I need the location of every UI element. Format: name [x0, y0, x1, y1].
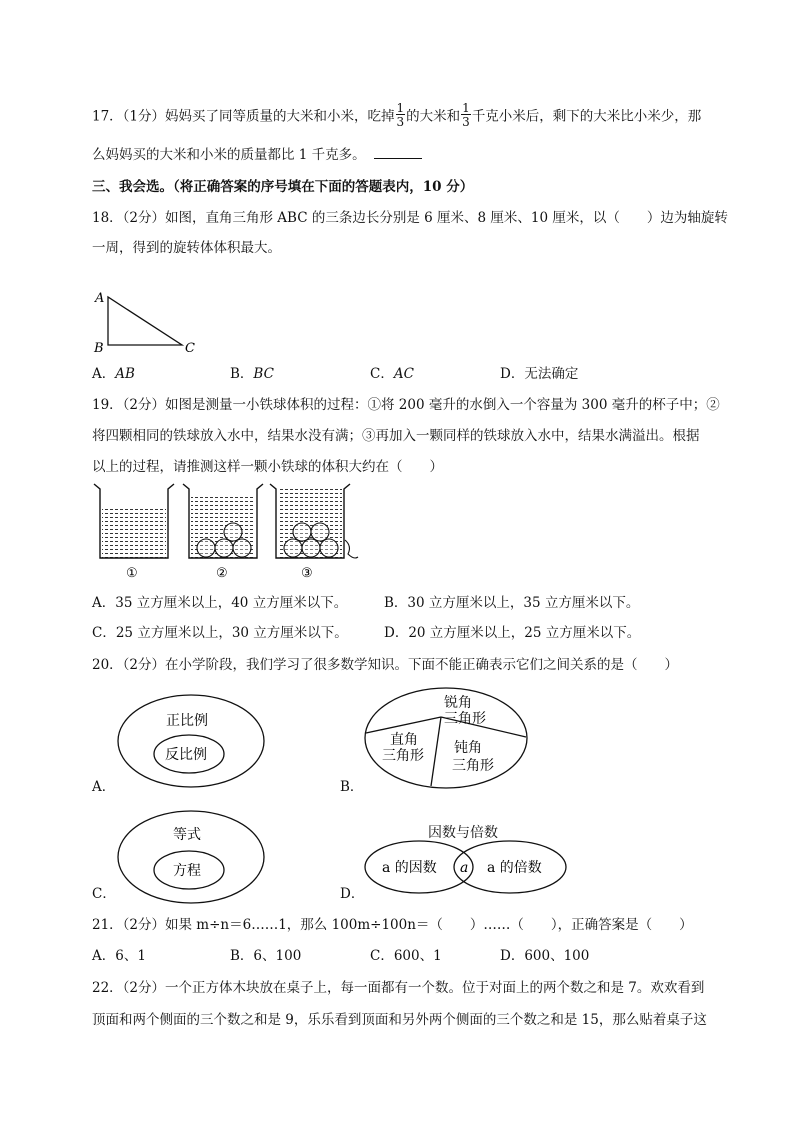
q17-number: 17．（1分） [92, 108, 166, 125]
cups-figure [90, 480, 370, 582]
cup-2-label: ② [216, 566, 228, 581]
q17-text-part2: 的大米和 [406, 108, 461, 125]
q19-line1: 19．（2分）如图是测量一小铁球体积的过程：①将 200 毫升的水倒入一个容量为 300 毫升的杯子中；② [92, 397, 720, 413]
obtuse-triangle-label-1: 钝角 [454, 740, 482, 756]
q19-line2: 将四颗相同的铁球放入水中，结果水没有满；③再加入一颗同样的铁球放入水中，结果水满溢出。根据 [92, 428, 700, 444]
q17-text-part3: 千克小米后，剩下的大米比小米少，那 [471, 108, 702, 125]
acute-triangle-label-2: 三角形 [444, 711, 486, 727]
factors-label: a 的因数 [382, 860, 437, 876]
factors-multiples-title: 因数与倍数 [428, 825, 498, 841]
q19-option-c[interactable]: C．25 立方厘米以上，30 立方厘米以下。 [92, 625, 348, 641]
obtuse-triangle-label-2: 三角形 [452, 758, 494, 774]
fraction-one-third: $\frac{1}{3}$ [462, 101, 470, 129]
q20-option-a[interactable]: A． [92, 779, 116, 795]
triangle-abc-figure [90, 288, 210, 358]
right-triangle-label-1: 直角 [390, 732, 418, 748]
q21-option-d[interactable]: D．600、100 [500, 948, 590, 964]
inverse-proportion-label: 反比例 [165, 747, 207, 763]
vertex-c-label: C [185, 341, 195, 356]
cup-1-label: ① [126, 566, 138, 581]
q18-option-d[interactable]: D．无法确定 [500, 366, 579, 382]
cup-1 [94, 484, 174, 558]
cup-3-label: ③ [301, 566, 313, 581]
q17-text-line2: 么妈妈买的大米和小米的质量都比 1 千克多。 [92, 147, 366, 163]
q22-line2: 顶面和两个侧面的三个数之和是 9，乐乐看到顶面和另外两个侧面的三个数之和是 15，那么贴着桌子这 [92, 1012, 707, 1028]
q21-option-c[interactable]: C．600、1 [370, 948, 442, 964]
right-triangle-label-2: 三角形 [382, 748, 424, 764]
vertex-a-label: A [95, 291, 105, 306]
answer-blank[interactable] [374, 146, 422, 159]
q22-line1: 22．（2分）一个正方体木块放在桌子上，每一面都有一个数。位于对面上的两个数之和是 7。欢欢看到 [92, 980, 705, 996]
cup-2 [183, 484, 263, 558]
multiples-label: a 的倍数 [487, 860, 542, 876]
q18-option-b[interactable]: B．BC [230, 366, 274, 382]
q19-option-b[interactable]: B．30 立方厘米以上，35 立方厘米以下。 [384, 595, 640, 611]
q20-option-c[interactable]: C． [92, 886, 116, 902]
section-title: 三、我会选。（将正确答案的序号填在下面的答题表内，10 分） [92, 179, 474, 195]
q20-line1: 20．（2分）在小学阶段，我们学习了很多数学知识。下面不能正确表示它们之间关系的是（ ） [92, 657, 679, 673]
q20-option-b[interactable]: B． [340, 779, 364, 795]
q17-line1 [92, 101, 702, 130]
acute-triangle-label-1: 锐角 [444, 695, 472, 711]
q17-line2 [92, 143, 422, 163]
cup-3 [270, 484, 358, 558]
diagram-b-triangles [362, 684, 532, 792]
q18-option-a[interactable]: A．AB [92, 366, 135, 382]
q19-option-d[interactable]: D．20 立方厘米以上，25 立方厘米以下。 [384, 625, 641, 641]
diagram-c-equation [115, 808, 270, 906]
equation-label: 方程 [173, 863, 201, 879]
diagram-a-proportion [115, 692, 270, 790]
q18-line1: 18．（2分）如图，直角三角形 ABC 的三条边长分别是 6 厘米、8 厘米、10 厘米，以（ ）边为轴旋转 [92, 210, 728, 226]
q18-option-c[interactable]: C．AC [370, 366, 414, 382]
intersection-label: a [460, 860, 469, 876]
q17-text-part1: 妈妈买了同等质量的大米和小米，吃掉 [165, 108, 395, 125]
q20-option-d[interactable]: D． [340, 886, 365, 902]
q21-option-a[interactable]: A．6、1 [92, 948, 146, 964]
fraction-one-third: $\frac{1}{3}$ [396, 101, 405, 129]
equality-label: 等式 [173, 827, 201, 843]
q19-option-a[interactable]: A．35 立方厘米以上，40 立方厘米以下。 [92, 595, 348, 611]
diagram-d-factors [362, 838, 572, 898]
direct-proportion-label: 正比例 [166, 713, 208, 729]
q19-line3: 以上的过程，请推测这样一颗小铁球的体积大约在（ ） [92, 459, 443, 475]
q21-line1: 21．（2分）如果 m÷n＝6……1，那么 100m÷100n＝（ ）……（ ），正确答案是（ ） [92, 917, 693, 933]
q21-option-b[interactable]: B．6、100 [230, 948, 302, 964]
q18-line2: 一周，得到的旋转体体积最大。 [92, 240, 281, 256]
vertex-b-label: B [94, 341, 104, 356]
